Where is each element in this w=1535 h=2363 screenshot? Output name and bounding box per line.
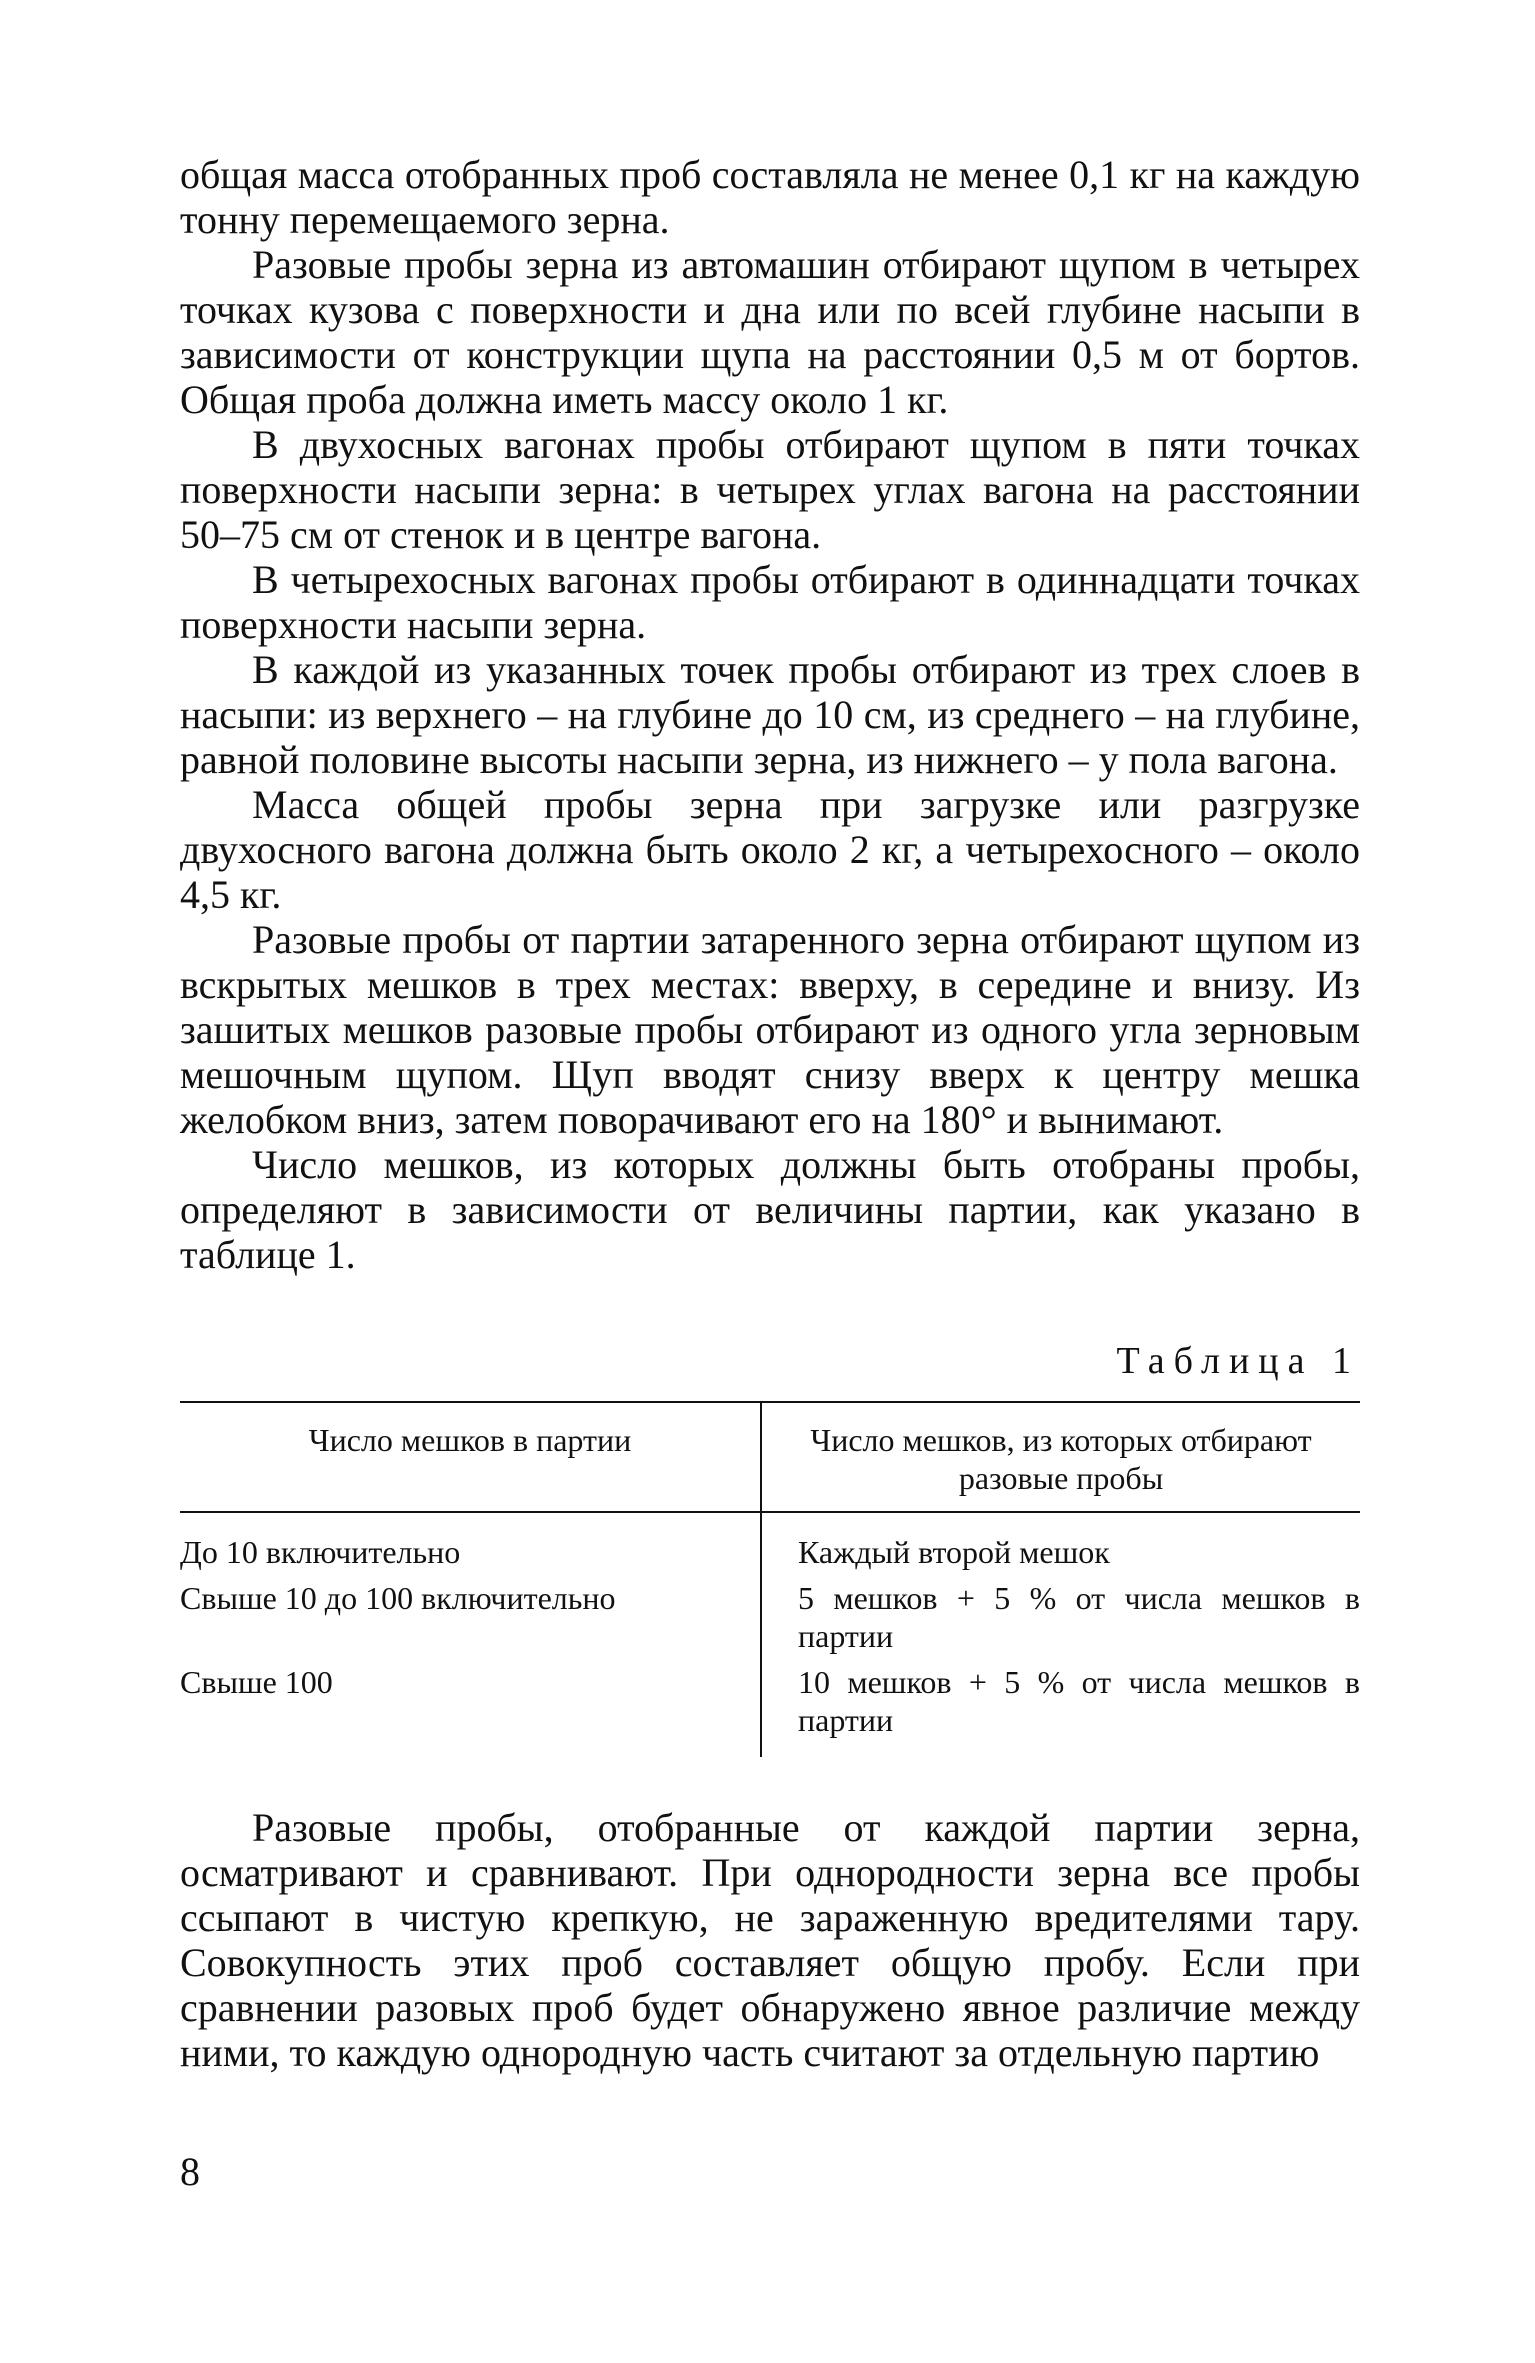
paragraph-vehicle-samples: Разовые пробы зерна из автомашин отбирают щупом в четырех точках кузова с поверхности и дна или по всей глубине насыпи в зависимости от конструкции щупа на расстоянии 0,5 м от бортов. Общая проба должна иметь массу около 1 кг. (180, 242, 1360, 422)
table-cell-lot-size: Свыше 10 до 100 включительно (180, 1575, 761, 1659)
table-header-bags-in-lot: Число мешков в партии (180, 1402, 761, 1512)
sampling-table (180, 1401, 1360, 1757)
paragraph-bagged-grain: Разовые пробы от партии затаренного зерна отбирают щупом из вскрытых мешков в трех местах: вверху, в середине и внизу. Из зашитых мешков разовые пробы отбирают из одного угла зерновым мешочным щупом. Щуп вводят снизу вверх к центру мешка желобком вниз, затем поворачивают его на 180° и вынимают. (180, 917, 1360, 1142)
paragraph-four-axle-wagons: В четырехосных вагонах пробы отбирают в одиннадцати точках поверхности насыпи зерна. (180, 557, 1360, 647)
table-header-bags-sampled: Число мешков, из которых отбирают разовые пробы (761, 1402, 1360, 1512)
table-cell-sampled: Каждый второй мешок (798, 1534, 1110, 1570)
paragraph-layers: В каждой из указанных точек пробы отбирают из трех слоев в насыпи: из верхнего – на глубине до 10 см, из среднего – на глубине, равной половине высоты насыпи зерна, из нижнего – у пола вагона. (180, 647, 1360, 782)
paragraph-two-axle-wagons: В двухосных вагонах пробы отбирают щупом в пяти точках поверхности насыпи зерна: в четырех углах вагона на расстоянии 50–75 см от стенок и в центре вагона. (180, 422, 1360, 557)
table-caption: Таблица 1 (1116, 1340, 1360, 1382)
table-cell-lot-size: До 10 включительно (180, 1512, 761, 1575)
table-cell-sampled: 10 мешков + 5 % от числа мешков в партии (798, 1664, 1360, 1738)
paragraph-bag-count: Число мешков, из которых должны быть отобраны пробы, определяют в зависимости от величины партии, как указано в таблице 1. (180, 1142, 1360, 1277)
table-row (180, 1659, 1360, 1757)
table-cell-sampled: 5 мешков + 5 % от числа мешков в партии (798, 1580, 1360, 1654)
table-cell-lot-size: Свыше 100 (180, 1659, 761, 1757)
page-body (180, 152, 1360, 2075)
table-row (180, 1512, 1360, 1575)
paragraph-sample-mass: Масса общей пробы зерна при загрузке или разгрузке двухосного вагона должна быть около 2 кг, а четырехосного – около 4,5 кг. (180, 782, 1360, 917)
page-number: 8 (180, 2149, 200, 2194)
paragraph-continuation: общая масса отобранных проб составляла не менее 0,1 кг на каждую тонну перемещаемого зерна. (180, 152, 1360, 242)
table-row (180, 1575, 1360, 1659)
table-header-row (180, 1402, 1360, 1512)
paragraph-comparison: Разовые пробы, отобранные от каждой партии зерна, осматривают и сравнивают. При однородности зерна все пробы ссыпают в чистую крепкую, не зараженную вредителями тару. Совокупность этих проб составляет общую пробу. Если при сравнении разовых проб будет обнаружено явное различие между ними, то каждую однородную часть считают за отдельную партию (180, 1805, 1360, 2075)
